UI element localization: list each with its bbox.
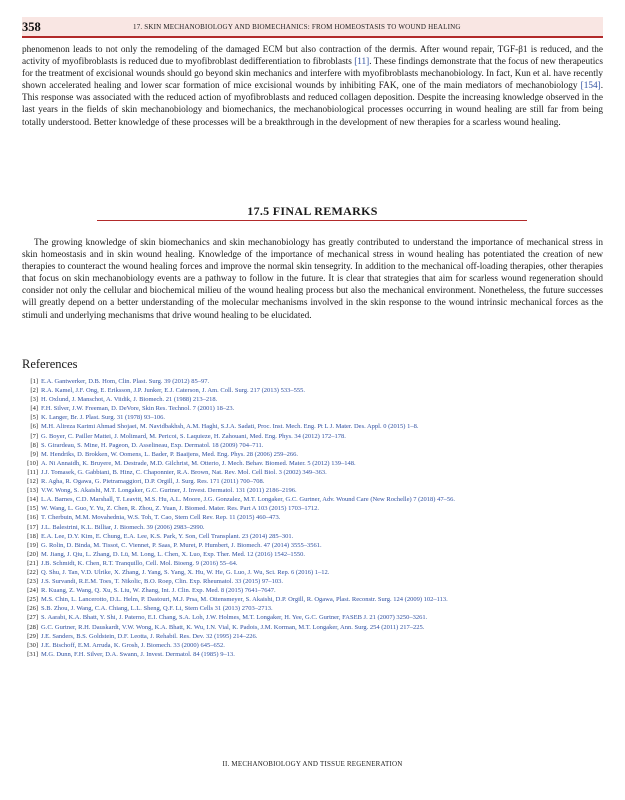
reference-item[interactable] <box>22 486 603 495</box>
reference-number: [29] <box>27 632 38 640</box>
reference-item[interactable] <box>22 650 603 659</box>
reference-text[interactable]: K. Langer, Br. J. Plast. Surg. 31 (1978) 93–106. <box>41 414 166 422</box>
reference-text[interactable]: M.H. Alireza Karimi Ahmad Shojaei, M. Navidbakhsh, A.M. Haghi, S.J.A. Sadati, Proc. Inst. Mech. Eng. Pt L J. Mater. Des. Appl. 0 (2015) 1–8. <box>41 423 419 431</box>
reference-item[interactable] <box>22 541 603 550</box>
reference-number: [30] <box>27 641 38 649</box>
citation-link-11[interactable]: [11] <box>354 57 370 68</box>
body-paragraph-1 <box>22 44 603 129</box>
reference-item[interactable] <box>22 504 603 513</box>
reference-number: [1] <box>30 378 38 385</box>
reference-number: [11] <box>27 468 38 476</box>
footer-text: II. MECHANOBIOLOGY AND TISSUE REGENERATION <box>222 760 403 768</box>
reference-number: [31] <box>27 650 38 658</box>
reference-number: [21] <box>27 559 38 567</box>
reference-number: [14] <box>27 496 38 504</box>
reference-text[interactable]: S. Girardeau, S. Mine, H. Pageon, D. Asselineau, Exp. Dermatol. 18 (2009) 704–711. <box>41 441 264 449</box>
section-heading-final-remarks: 17.5 FINAL REMARKS <box>247 204 378 218</box>
section-rule <box>97 220 527 221</box>
reference-number: [2] <box>30 387 38 395</box>
reference-item[interactable] <box>22 395 603 404</box>
reference-number: [10] <box>27 459 38 467</box>
paragraph-1-text-c: . This response was associated with the reduced action of myofibroblasts and reduced collagen deposition. Despite the increasing knowledge observed in the last years in the fields of skin mechanobiology and biomechanics, the mechanobiological processes occurring in wound healing are still far from being totally understood. Better knowledge of these processes will be a breakthrough in the development of new therapies for a scarless wound healing. <box>22 81 603 128</box>
references-list <box>22 377 603 659</box>
reference-text[interactable]: J.J. Tomasek, G. Gabbiani, B. Hinz, C. Chaponnier, R.A. Brown, Nat. Rev. Mol. Cell Biol. 3 (2002) 349–363. <box>41 468 327 476</box>
reference-text[interactable]: A. Ni Annaidh, K. Bruyere, M. Destrade, M.D. Gilchrist, M. Otterio, J. Mech. Behav. Biomed. Mater. 5 (2012) 139–148. <box>41 459 356 467</box>
reference-number: [19] <box>27 541 38 549</box>
reference-text[interactable]: F.H. Silver, J.W. Freeman, D. DeVore, Skin Res. Technol. 7 (2001) 18–23. <box>41 405 235 413</box>
reference-item[interactable] <box>22 595 603 604</box>
header-rule <box>22 36 603 38</box>
reference-text[interactable]: R.A. Kamel, J.F. Ong, E. Eriksson, J.P. Junker, E.J. Caterson, J. Am. Coll. Surg. 217 (2013) 533–555. <box>41 387 305 395</box>
citation-link-154[interactable]: [154] <box>580 81 601 92</box>
reference-text[interactable]: M. Hendriks, D. Brokken, W. Oomens, L. Bader, P. Baaijens, Med. Eng. Phys. 28 (2006) 259–266. <box>41 450 299 458</box>
reference-text[interactable]: R. Kuang, Z. Wang, Q. Xu, S. Liu, W. Zhang, Int. J. Clin. Exp. Med. 8 (2015) 7641–7647. <box>41 587 276 595</box>
reference-item[interactable] <box>22 586 603 595</box>
reference-text[interactable]: J.S. Survandi, R.E.M. Toes, T. Nikolic, B.O. Roep, Clin. Exp. Rheumatol. 33 (2015) 97–103. <box>41 578 284 586</box>
reference-number: [18] <box>27 532 38 540</box>
reference-item[interactable] <box>22 450 603 459</box>
reference-text[interactable]: M.S. Chin, L. Lancerotto, D.L. Helm, P. Dastouri, M.J. Prsa, M. Ottensmeyer, S. Akaishi, D.P. Orgill, R. Ogawa, Plast. Reconstr. Surg. 124 (2009) 102–113. <box>41 596 448 604</box>
body-paragraph-2: The growing knowledge of skin biomechanics and skin mechanobiology has greatly contributed to understand the importance of mechanical stress in skin homeostasis and in skin wound healing. Knowledge of the importance of mechanical stress in wound healing has potentiated the creation of new therapies to counteract the wound healing forces and improve the normal skin tensegrity. In addition to the mechanical off-loading therapies, other therapies that focus on skin mechanobiology events are a pathway to follow in the future. It is clear that strategies that aim for scarless wound regeneration should consider not only the cellular and biochemical milieu of the wound healing process but also the mechanical environment. Nonetheless, the future successes will greatly depend on a better understanding of the molecular mechanisms involved in the skin response to the wound intrinsic mechanical forces as the stimuli and underlying mechanisms that drive wound healing to be elucidated. <box>22 238 603 321</box>
reference-item[interactable] <box>22 432 603 441</box>
reference-number: [15] <box>27 505 38 513</box>
reference-item[interactable] <box>22 623 603 632</box>
reference-text[interactable]: L.A. Barnes, C.D. Marshall, T. Leavitt, M.S. Hu, A.L. Moore, J.G. Gonzalez, M.T. Longaker, G.C. Gurtner, Adv. Wound Care (New Rochelle) 7 (2018) 47–56. <box>41 496 455 504</box>
reference-item[interactable] <box>22 559 603 568</box>
reference-text[interactable]: G. Rolin, D. Binda, M. Tissot, C. Viennet, P. Saas, P. Muret, P. Humbert, J. Biomech. 47 (2014) 3555–3561. <box>41 541 322 549</box>
reference-number: [17] <box>27 523 38 531</box>
reference-item[interactable] <box>22 568 603 577</box>
reference-item[interactable] <box>22 604 603 613</box>
reference-text[interactable]: W. Wang, L. Guo, Y. Yu, Z. Chen, R. Zhou, Z. Yuan, J. Biomed. Mater. Res. Part A 103 (2015) 1703–1712. <box>41 505 319 513</box>
reference-item[interactable] <box>22 577 603 586</box>
reference-text[interactable]: S.B. Zhou, J. Wang, C.A. Chiang, L.L. Sheng, Q.F. Li, Stem Cells 31 (2013) 2703–2713. <box>41 605 273 613</box>
reference-number: [12] <box>27 478 38 486</box>
reference-text[interactable]: R. Agha, R. Ogawa, G. Pietramaggiori, D.P. Orgill, J. Surg. Res. 171 (2011) 700–708. <box>41 478 265 486</box>
running-head: 17. SKIN MECHANOBIOLOGY AND BIOMECHANICS: FROM HOMEOSTASIS TO WOUND HEALING <box>133 23 461 31</box>
reference-number: [13] <box>27 487 38 495</box>
reference-item[interactable] <box>22 468 603 477</box>
reference-text[interactable]: H. Oxlund, J. Manschot, A. Viidik, J. Biomech. 21 (1988) 213–218. <box>41 396 218 404</box>
reference-number: [3] <box>30 396 38 404</box>
reference-number: [5] <box>30 414 38 422</box>
reference-text[interactable]: V.W. Wong, S. Akaishi, M.T. Longaker, G.C. Gurtner, J. Invest. Dermatol. 131 (2011) 2186–2196. <box>41 487 297 495</box>
reference-text[interactable]: G. Boyer, C. Pailler Mattei, J. Molimard, M. Pericoi, S. Laquieze, H. Zahouani, Med. Eng. Phys. 34 (2012) 172–178. <box>41 432 346 440</box>
reference-text[interactable]: J.E. Bischoff, E.M. Arruda, K. Grosh, J. Biomech. 33 (2000) 645–652. <box>41 641 225 649</box>
reference-text[interactable]: G.C. Gurtner, R.H. Dauskardt, V.W. Wong, K.A. Bhatt, K. Wu, I.N. Vial, K. Padois, J.M. Korman, M.T. Longaker, Ann. Surg. 254 (2011) 217–225. <box>41 623 425 631</box>
reference-item[interactable] <box>22 441 603 450</box>
reference-text[interactable]: S. Aarabi, K.A. Bhatt, Y. Shi, J. Paterno, E.I. Chang, S.A. Loh, J.W. Holmes, M.T. Longaker, H. Yee, G.C. Gurtner, FASEB J. 21 (2007) 3250–3261. <box>41 614 428 622</box>
reference-text[interactable]: J.B. Schmidt, K. Chen, R.T. Tranquillo, Cell. Mol. Bioeng. 9 (2016) 55–64. <box>41 559 238 567</box>
reference-item[interactable] <box>22 386 603 395</box>
reference-item[interactable] <box>22 377 603 386</box>
reference-number: [27] <box>27 614 38 622</box>
reference-item[interactable] <box>22 404 603 413</box>
reference-item[interactable] <box>22 413 603 422</box>
reference-item[interactable] <box>22 632 603 641</box>
reference-number: [26] <box>27 605 38 613</box>
reference-text[interactable]: E.A. Gantwerker, D.B. Hom, Clin. Plast. Surg. 39 (2012) 85–97. <box>41 378 210 385</box>
reference-item[interactable] <box>22 477 603 486</box>
reference-item[interactable] <box>22 495 603 504</box>
reference-number: [4] <box>30 405 38 413</box>
reference-number: [24] <box>27 587 38 595</box>
reference-number: [25] <box>27 596 38 604</box>
reference-item[interactable] <box>22 532 603 541</box>
page-number: 358 <box>22 20 41 34</box>
references-heading: References <box>22 357 78 371</box>
reference-number: [16] <box>27 514 38 522</box>
reference-text[interactable]: T. Cherbuin, M.M. Movahednia, W.S. Toh, T. Cao, Stem Cell Rev. Rep. 11 (2015) 460–473. <box>41 514 281 522</box>
reference-number: [8] <box>30 441 38 449</box>
reference-number: [20] <box>27 550 38 558</box>
reference-number: [6] <box>30 423 38 431</box>
paragraph-1-text-a: phenomenon leads to not only the remodeling of the damaged ECM but also contraction of the dermis. After wound repair, TGF-β1 is reduced, and the activity of myofibroblasts is reduced due to myofibroblast dedifferentiation to fibroblasts <box>22 45 603 68</box>
reference-text[interactable]: J.L. Balestrini, K.L. Billiar, J. Biomech. 39 (2006) 2983–2990. <box>41 523 205 531</box>
reference-text[interactable]: J.E. Sanders, B.S. Goldstein, D.F. Leotta, J. Rehabil. Res. Dev. 32 (1995) 214–226. <box>41 632 258 640</box>
reference-text[interactable]: M.G. Dunn, F.H. Silver, D.A. Swann, J. Invest. Dermatol. 84 (1985) 9–13. <box>41 650 235 658</box>
reference-number: [28] <box>27 623 38 631</box>
reference-number: [7] <box>30 432 38 440</box>
reference-text[interactable]: M. Jiang, J. Qiu, L. Zhang, D. Lü, M. Long, L. Chen, X. Luo, Exp. Ther. Med. 12 (2016) 1542–1550. <box>41 550 306 558</box>
reference-number: [22] <box>27 568 38 576</box>
reference-item[interactable] <box>22 422 603 431</box>
reference-text[interactable]: Q. Shu, J. Tan, V.D. Ulrike, X. Zhang, J. Yang, S. Yang, X. Hu, W. He, G. Luo, J. Wu, Sci. Rep. 6 (2016) 1–12. <box>41 568 330 576</box>
reference-number: [9] <box>30 450 38 458</box>
paragraph-1-text-b: . These findings demonstrate that the focus of new therapeutics for the treatment of excisional wounds should go beyond skin mechanics and interfere with myofibroblasts mechanobiology. In fact, Kun et al. have recently shown accelerated healing and lower scar formation of mice excisional wounds by inhibiting FAK, one of the main mediators of mechanobiology <box>22 57 604 92</box>
reference-item[interactable] <box>22 641 603 650</box>
reference-item[interactable] <box>22 513 603 522</box>
reference-item[interactable] <box>22 459 603 468</box>
reference-number: [23] <box>27 578 38 586</box>
reference-text[interactable]: E.A. Lee, D.Y. Kim, E. Chung, E.A. Lee, K.S. Park, Y. Son, Cell Transplant. 23 (2014) 285–301. <box>41 532 294 540</box>
reference-item[interactable] <box>22 523 603 532</box>
reference-item[interactable] <box>22 613 603 622</box>
reference-item[interactable] <box>22 550 603 559</box>
